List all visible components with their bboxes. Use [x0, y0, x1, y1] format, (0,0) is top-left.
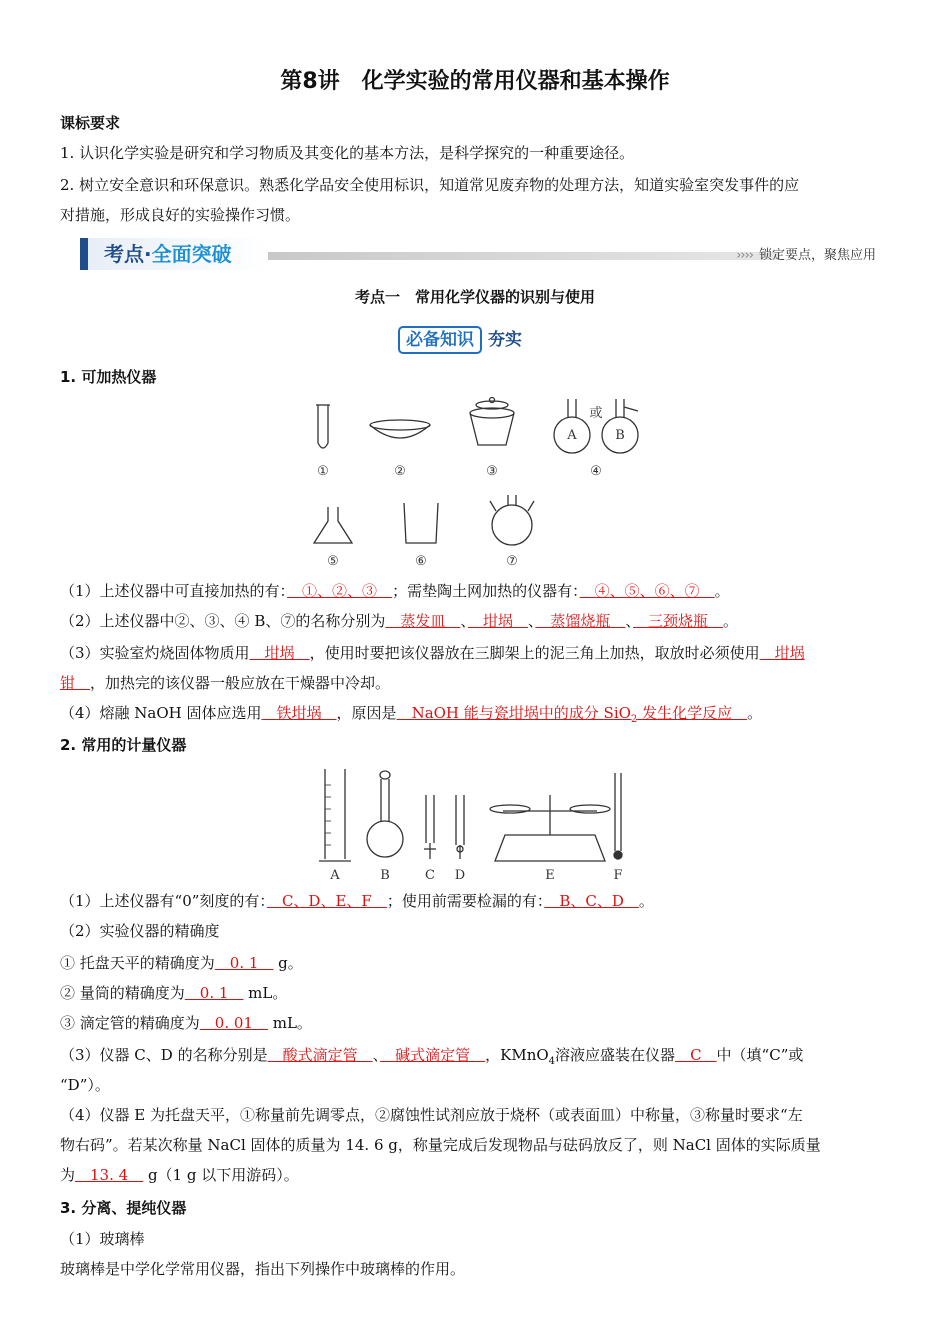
banner-label-a: 考点· — [104, 242, 152, 266]
s2-q4-l2: 物右码”。若某次称量 NaCl 固体的质量为 14. 6 g，称量完成后发现物品与砝码放反了，则 NaCl 固体的实际质量 — [60, 1136, 821, 1154]
answer: C — [675, 1046, 717, 1064]
figure-label-3: ③ — [486, 464, 498, 479]
answer: 酸式滴定管 — [267, 1046, 373, 1064]
instrument-label-d: D — [454, 868, 466, 883]
s2-q1: （1）上述仪器有“0”刻度的有： C、D、E、F ；使用前需要检漏的有： B、C、D 。 — [60, 892, 654, 910]
flask-label-b: B — [615, 428, 625, 443]
banner-right-text: 锁定要点，聚焦应用 — [758, 248, 876, 263]
beaker-icon — [404, 503, 438, 543]
s2-p2: ② 量筒的精确度为 0. 1 mL。 — [60, 984, 288, 1002]
evaporating-dish-icon — [370, 425, 430, 438]
instrument-label-a: A — [330, 868, 340, 883]
figure-label-5: ⑤ — [327, 554, 339, 569]
answer: 钳 — [60, 674, 91, 692]
section-banner — [80, 238, 880, 270]
figure-label-4: ④ — [590, 464, 602, 479]
answer: 坩埚 — [467, 612, 528, 630]
flask-label-a: A — [567, 428, 577, 443]
answer: 碱式滴定管 — [380, 1046, 486, 1064]
section-1-heading: 1. 可加热仪器 — [60, 368, 157, 386]
s2-q2: （2）实验仪器的精确度 — [60, 922, 220, 940]
answer: ①、②、③ — [287, 582, 393, 600]
answer: 坩埚 — [249, 644, 310, 662]
curriculum-item-2: 2. 树立安全意识和环保意识。熟悉化学品安全使用标识，知道常见废弃物的处理方法，知道实验室突发事件的应 — [60, 176, 800, 194]
badge-main: 必备知识 — [398, 326, 482, 354]
answer: 蒸发皿 — [385, 612, 461, 630]
s2-q4-l1: （4）仪器 E 为托盘天平，①称量前先调零点，②腐蚀性试剂应放于烧杯（或表面皿）中称量，③称量时要求“左 — [60, 1106, 803, 1124]
instrument-label-b: B — [380, 868, 390, 883]
s1-q3: （3）实验室灼烧固体物质用 坩埚 ，使用时要把该仪器放在三脚架上的泥三角上加热，取放时必须使用 坩埚 — [60, 644, 805, 662]
figure-label-1: ① — [317, 464, 329, 479]
s3-sub: （1）玻璃棒 — [60, 1230, 145, 1248]
answer: 0. 1 — [184, 984, 244, 1002]
s1-q4: （4）熔融 NaOH 固体应选用 铁坩埚 ，原因是 NaOH 能与瓷坩埚中的成分 SiO$_2$ 发生化学反应 。 — [60, 704, 763, 725]
thermometer-icon — [615, 773, 621, 851]
answer: B、C、D — [544, 892, 639, 910]
section-3-heading: 3. 分离、提纯仪器 — [60, 1199, 187, 1217]
conical-flask-icon — [314, 507, 352, 543]
answer: 0. 01 — [199, 1014, 268, 1032]
measuring-instruments-figure — [315, 765, 635, 885]
page-title: 第8讲 化学实验的常用仪器和基本操作 — [280, 69, 670, 94]
banner-bar — [260, 252, 780, 260]
answer: 13. 4 — [75, 1166, 144, 1184]
figure-label-7: ⑦ — [506, 554, 518, 569]
answer: 坩埚 — [759, 644, 805, 662]
answer: 0. 1 — [214, 954, 274, 972]
double-chevron-icon: ›››› — [736, 248, 753, 263]
badge-tail: 夯实 — [488, 330, 522, 350]
s2-q4-l3: 为 13. 4 g（1 g 以下用游码）。 — [60, 1166, 299, 1184]
answer: 蒸馏烧瓶 — [535, 612, 626, 630]
s2-p1: ① 托盘天平的精确度为 0. 1 g。 — [60, 954, 303, 972]
instrument-label-e: E — [545, 868, 555, 883]
section-2-heading: 2. 常用的计量仪器 — [60, 736, 187, 754]
s1-q2: （2）上述仪器中②、③、④ B、⑦的名称分别为 蒸发皿 、 坩埚 、 蒸馏烧瓶 、 三颈烧瓶 。 — [60, 612, 738, 630]
flask-label-or: 或 — [589, 406, 603, 421]
knowledge-badge — [398, 326, 522, 354]
answer: NaOH 能与瓷坩埚中的成分 SiO$_2$ 发生化学反应 — [396, 704, 748, 725]
answer: C、D、E、F — [266, 892, 387, 910]
three-neck-flask-icon — [492, 505, 532, 545]
curriculum-heading: 课标要求 — [60, 114, 121, 132]
graduated-cylinder-icon — [319, 769, 351, 861]
curriculum-item-1: 1. 认识化学实验是研究和学习物质及其变化的基本方法，是科学探究的一种重要途径。 — [60, 144, 635, 162]
balance-icon — [495, 835, 605, 861]
curriculum-item-2-cont: 对措施，形成良好的实验操作习惯。 — [60, 206, 301, 224]
answer: 三颈烧瓶 — [632, 612, 723, 630]
s2-q3: （3）仪器 C、D 的名称分别是 酸式滴定管 、 碱式滴定管 ，KMnO$_4$溶液应盛装在仪器 C 中（填“C”或 — [60, 1046, 804, 1067]
test-tube-icon — [318, 405, 328, 448]
figure-label-6: ⑥ — [415, 554, 427, 569]
answer: 铁坩埚 — [261, 704, 337, 722]
banner-label — [80, 238, 268, 270]
s2-q3-cont: “D”）。 — [60, 1076, 110, 1094]
s1-q3-cont: 钳 ，加热完的该仪器一般应放在干燥器中冷却。 — [60, 674, 391, 692]
s3-text: 玻璃棒是中学化学常用仪器，指出下列操作中玻璃棒的作用。 — [60, 1260, 466, 1278]
volumetric-flask-icon — [367, 821, 403, 857]
instrument-label-f: F — [613, 868, 623, 883]
topic-heading: 考点一 常用化学仪器的识别与使用 — [354, 288, 595, 306]
banner-right — [736, 244, 876, 263]
banner-label-b: 全面突破 — [151, 242, 232, 266]
figure-label-2: ② — [394, 464, 406, 479]
s2-p3: ③ 滴定管的精确度为 0. 01 mL。 — [60, 1014, 312, 1032]
s1-q1: （1）上述仪器中可直接加热的有： ①、②、③ ；需垫陶土网加热的仪器有： ④、⑤、⑥、⑦ 。 — [60, 582, 730, 600]
heatable-apparatus-figure — [300, 395, 660, 573]
answer: ④、⑤、⑥、⑦ — [579, 582, 715, 600]
instrument-label-c: C — [425, 868, 435, 883]
